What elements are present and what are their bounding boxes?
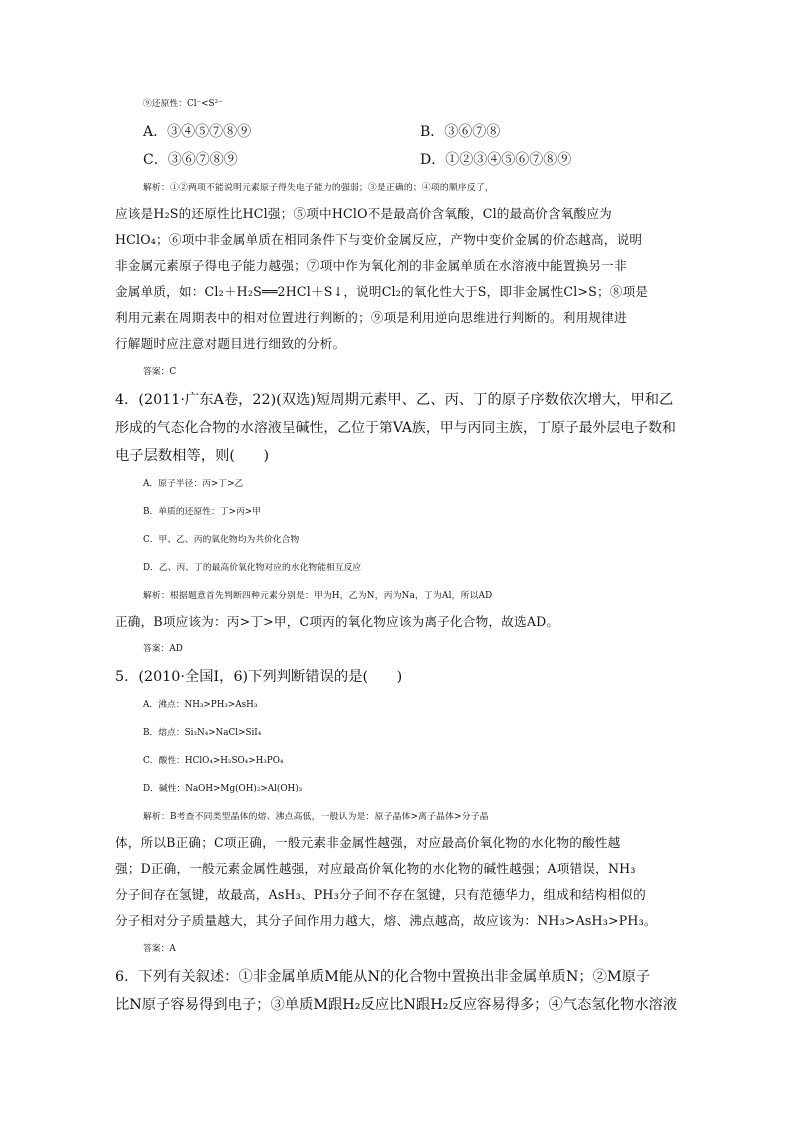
q3-explanation-line: 行解题时应注意对题目进行细致的分析。 [115,336,346,351]
q5-explanation-line: 分子相对分子质量越大，其分子间作用力越大，熔、沸点越高，故应该为：NH₃>AsH₃>PH₃。 [115,913,657,928]
q4-option-b: B．单质的还原性：丁>丙>甲 [143,507,261,517]
q6-stem-line: 比N原子容易得到电子；③单质M跟H₂反应比N跟H₂反应容易得多；④气态氢化物水溶液 [115,997,678,1013]
q3-explanation-line: 非金属元素原子得电子能力越强；⑦项中作为氧化剂的非金属单质在水溶液中能置换另一非 [115,258,627,273]
q3-answer: 答案：C [143,367,177,377]
q5-explanation-line: 分子间存在氢键，故最高，AsH₃、PH₃分子间不存在氢键，只有范德华力，组成和结构相似的 [115,887,646,902]
q4-option-c: C．甲、乙、丙的氧化物均为共价化合物 [143,535,300,545]
q4-stem-line: 电子层数相等，则( ) [115,448,270,464]
q3-explanation-line: 利用元素在周期表中的相对位置进行判断的；⑨项是利用逆向思维进行判断的。利用规律进 [115,310,627,325]
q4-stem-line: 形成的气态化合物的水溶液呈碱性，乙位于第VA族，甲与丙同主族，丁原子最外层电子数和 [115,420,676,436]
q5-explanation-line: 体，所以B正确；C项正确，一般元素非金属性越强，对应最高价氧化物的水化物的酸性越 [115,835,621,850]
q5-explanation-line: 解析：B考查不同类型晶体的熔、沸点高低，一般认为是：原子晶体>离子晶体>分子晶 [143,812,489,822]
q4-explanation-line: 正确，B项应该为：丙>丁>甲，C项丙的氧化物应该为离子化合物，故选AD。 [115,614,560,629]
q3-explanation-line: 解析：①②两项不能说明元素原子得失电子能力的强弱；③是正确的；④项的顺序反了， [143,183,494,193]
q6-stem-line: 6．下列有关叙述：①非金属单质M能从N的化合物中置换出非金属单质N；②M原子 [115,969,651,985]
q3-option-b: B．③⑥⑦⑧ [420,124,501,140]
q5-option-c: C．酸性：HClO₄>H₂SO₄>H₃PO₄ [143,756,284,766]
q3-explanation-line: 应该是H₂S的还原性比HCl强；⑤项中HClO不是最高价含氧酸，Cl的最高价含氧酸应为 [115,206,612,221]
q5-stem: 5．(2010·全国Ⅰ，6)下列判断错误的是( ) [115,669,403,685]
q3-explanation-line: HClO₄；⑥项中非金属单质在相同条件下与变价金属反应，产物中变价金属的价态越高，说明 [115,232,643,247]
q4-explanation-line: 解析：根据题意首先判断四种元素分别是：甲为H，乙为N，丙为Na，丁为Al，所以AD [143,591,493,601]
q4-option-a: A．原子半径：丙>丁>乙 [143,479,244,489]
q4-answer: 答案：AD [143,644,183,654]
q5-option-a: A．沸点：NH₃>PH₃>AsH₃ [143,700,258,710]
q4-stem-line: 4．(2011·广东A卷，22)(双选)短周期元素甲、乙、丙、丁的原子序数依次增大，甲和乙 [115,392,674,408]
q5-option-d: D．碱性：NaOH>Mg(OH)₂>Al(OH)₃ [143,784,303,794]
q5-explanation-line: 强；D正确，一般元素金属性越强，对应最高价氧化物的水化物的碱性越强；A项错误，NH₃ [115,861,636,876]
q5-answer: 答案：A [143,944,176,954]
q3-option-d: D．①②③④⑤⑥⑦⑧⑨ [420,152,572,168]
q3-option-c: C．③⑥⑦⑧⑨ [143,152,238,168]
q5-option-b: B．熔点：Si₃N₄>NaCl>SiI₄ [143,728,262,738]
q3-item-9: ⑨还原性：Cl⁻<S²⁻ [143,99,223,109]
q3-explanation-line: 金属单质，如：Cl₂＋H₂S══2HCl＋S↓，说明Cl₂的氧化性大于S，即非金属性Cl>S；⑧项是 [115,284,649,299]
q4-option-d: D．乙、丙、丁的最高价氧化物对应的水化物能相互反应 [143,563,362,573]
q3-option-a: A．③④⑤⑦⑧⑨ [143,124,252,140]
